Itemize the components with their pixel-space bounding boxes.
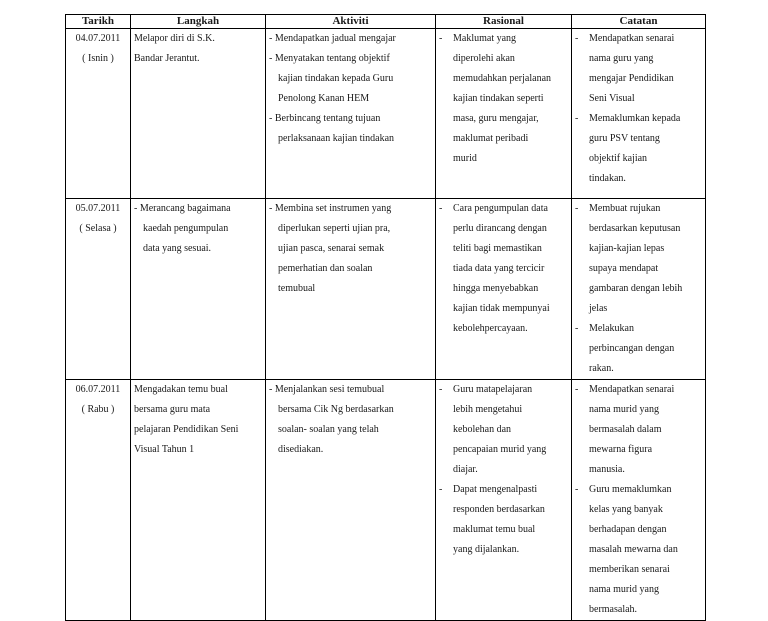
text-line: yang dijalankan. [453,544,520,555]
text-line: supaya mendapat [589,263,659,274]
date-cell [66,199,131,380]
text-line: kebolehan dan [453,424,512,435]
aktiviti-cell [266,199,436,380]
rasional-cell [436,380,572,621]
text-line: - Berbincang tentang tujuan [269,113,381,124]
text-line: kajian tidak mempunyai [453,303,550,314]
activity-log-table [65,14,706,621]
header-aktiviti: Aktiviti [266,15,436,29]
bullet-dash: - [575,203,579,214]
date-text: 04.07.2011 [75,33,121,44]
aktiviti-cell [266,380,436,621]
rasional-cell [436,199,572,380]
text-line: Mendapatkan senarai [589,33,675,44]
text-line: Bandar Jerantut. [134,53,200,64]
text-line: ujian pasca, senarai semak [278,243,385,254]
text-line: kajian tindakan seperti [453,93,544,104]
day-text: ( Rabu ) [81,404,115,415]
text-line: Melakukan [589,323,634,334]
text-line: pelajaran Pendidikan Seni [134,424,239,435]
text-line: perlu dirancang dengan [453,223,547,234]
text-line: diajar. [453,464,478,475]
text-line: perlaksanaan kajian tindakan [278,133,395,144]
bullet-dash: - [439,33,443,44]
bullet-dash: - [575,113,579,124]
rasional-cell [436,29,572,199]
langkah-cell [131,199,266,380]
text-line: maklumat peribadi [453,133,529,144]
text-line: masalah mewarna dan [589,544,678,555]
text-line: Cara pengumpulan data [453,203,548,214]
text-line: nama murid yang [589,404,659,415]
catatan-cell [572,199,706,380]
text-line: gambaran dengan lebih [589,283,683,294]
text-line: berdasarkan keputusan [589,223,681,234]
text-line: masa, guru mengajar, [453,113,539,124]
text-line: bermasalah dalam [589,424,662,435]
text-line: kajian-kajian lepas [589,243,665,254]
text-line: tiada data yang tercicir [453,263,545,274]
text-line: perbincangan dengan [589,343,675,354]
bullet-dash: - [439,203,443,214]
date-cell [66,29,131,199]
text-line: murid [453,153,477,164]
text-line: data yang sesuai. [143,243,212,254]
text-line: Guru matapelajaran [453,384,533,395]
text-line: nama guru yang [589,53,654,64]
text-line: mewarna figura [589,444,653,455]
table-row [66,380,706,621]
catatan-cell [572,29,706,199]
text-line: temubual [278,283,316,294]
text-line: kaedah pengumpulan [143,223,229,234]
header-rasional: Rasional [436,15,572,29]
text-line: teliti bagi memastikan [453,243,542,254]
text-line: manusia. [589,464,625,475]
bullet-dash: - [575,323,579,334]
text-line: kelas yang banyak [589,504,663,515]
day-text: ( Isnin ) [82,53,114,64]
bullet-dash: - [439,484,443,495]
text-line: bersama guru mata [134,404,211,415]
text-line: - Menjalankan sesi temubual [269,384,385,395]
bullet-dash: - [575,33,579,44]
text-line: Memaklumkan kepada [589,113,681,124]
text-line: - Membina set instrumen yang [269,203,392,214]
text-line: Seni Visual [589,93,635,104]
text-line: mengajar Pendidikan [589,73,674,84]
table-header-row [66,15,706,29]
header-catatan: Catatan [572,15,706,29]
text-line: - Merancang bagaimana [134,203,231,214]
text-line: Maklumat yang [453,33,517,44]
catatan-cell [572,380,706,621]
text-line: berhadapan dengan [589,524,667,535]
text-line: pemerhatian dan soalan [278,263,373,274]
table-row [66,199,706,380]
text-line: jelas [589,303,608,314]
text-line: Mengadakan temu bual [134,384,228,395]
text-line: lebih mengetahui [453,404,523,415]
text-line: responden berdasarkan [453,504,545,515]
text-line: tindakan. [589,173,626,184]
bullet-dash: - [439,384,443,395]
text-line: rakan. [589,363,614,374]
text-line: memberikan senarai [589,564,670,575]
text-line: Guru memaklumkan [589,484,672,495]
text-line: Dapat mengenalpasti [453,484,538,495]
text-line: Penolong Kanan HEM [278,93,370,104]
text-line: - Menyatakan tentang objektif [269,53,390,64]
text-line: Visual Tahun 1 [134,444,195,455]
text-line: disediakan. [278,444,324,455]
day-text: ( Selasa ) [79,223,117,234]
text-line: bersama Cik Ng berdasarkan [278,404,394,415]
text-line: nama murid yang [589,584,659,595]
text-line: - Mendapatkan jadual mengajar [269,33,396,44]
table-row [66,29,706,199]
text-line: diperolehi akan [453,53,515,64]
text-line: diperlukan seperti ujian pra, [278,223,391,234]
bullet-dash: - [575,384,579,395]
text-line: Mendapatkan senarai [589,384,675,395]
text-line: bermasalah. [589,604,638,615]
text-line: objektif kajian [589,153,648,164]
aktiviti-cell [266,29,436,199]
text-line: Melapor diri di S.K. [134,33,215,44]
text-line: memudahkan perjalanan [453,73,552,84]
date-text: 05.07.2011 [75,203,121,214]
text-line: maklumat temu bual [453,524,536,535]
header-tarikh: Tarikh [66,15,131,29]
langkah-cell [131,380,266,621]
date-cell [66,380,131,621]
header-langkah: Langkah [131,15,266,29]
text-line: pencapaian murid yang [453,444,547,455]
text-line: Membuat rujukan [589,203,661,214]
text-line: soalan- soalan yang telah [278,424,379,435]
text-line: hingga menyebabkan [453,283,539,294]
text-line: kajian tindakan kepada Guru [278,73,394,84]
text-line: kebolehpercayaan. [453,323,528,334]
langkah-cell [131,29,266,199]
bullet-dash: - [575,484,579,495]
text-line: guru PSV tentang [589,133,660,144]
date-text: 06.07.2011 [75,384,121,395]
